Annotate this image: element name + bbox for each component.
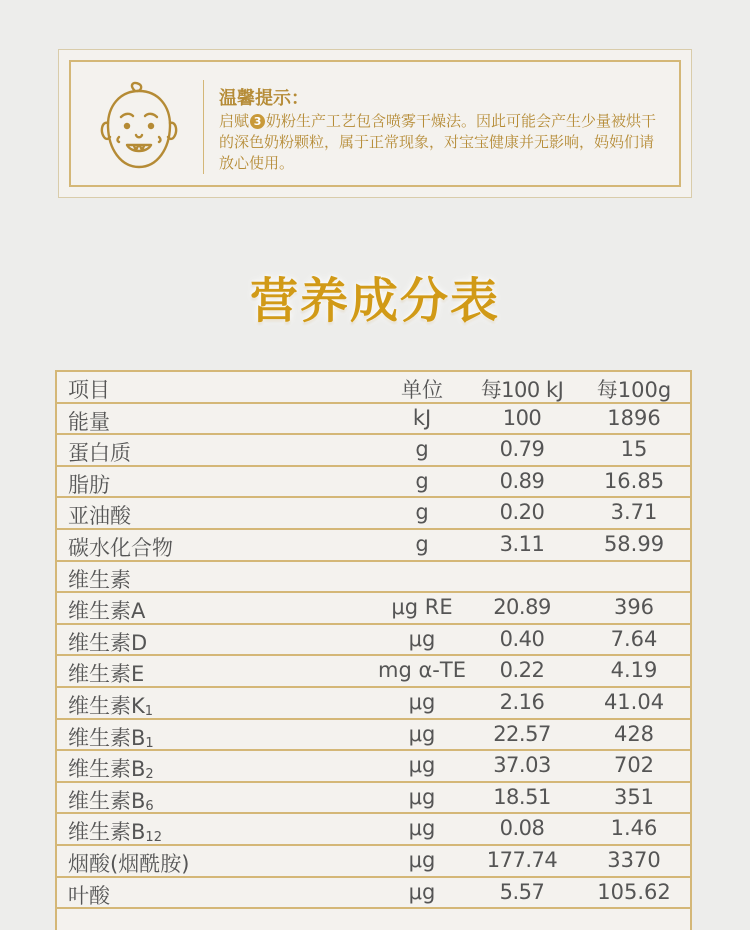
tip-title: 温馨提示： [219,88,309,109]
per-100kj-cell: 20.89 [493,595,551,620]
nutrient-name [68,690,153,720]
header-item: 项目 [68,378,110,402]
per-100g-cell: 1896 [607,405,661,430]
stage-badge: 3 [250,114,265,129]
nutrient-name [68,532,173,562]
unit-cell: kJ [412,405,432,430]
tip-body [219,111,659,174]
per-100kj-cell: 100 [502,405,542,430]
per-100g-cell: 396 [613,595,655,620]
table-row [57,720,690,752]
header-per-100kj: 每100 kJ [480,378,564,402]
unit-cell: μg [408,784,436,809]
nutrition-table [55,370,692,930]
per-100g-cell: 58.99 [603,532,665,556]
section-title: 营养成分表 [249,273,500,329]
header-per-100g: 每100g [596,378,672,402]
nutrient-label: 脂肪 [68,472,110,497]
tip-body-start: 启赋 [219,112,250,130]
table-row [57,783,690,815]
nutrient-subscript: 1 [145,735,154,751]
nutrient-subscript: 12 [145,830,162,846]
per-100kj-cell: 0.40 [499,626,545,651]
nutrient-name [68,880,110,910]
nutrient-label: 维生素D [68,630,148,655]
nutrient-subscript: 6 [145,798,154,814]
per-100g-cell: 15 [620,437,648,462]
unit-cell: μg [408,816,436,841]
nutrient-subscript: 1 [144,704,154,719]
nutrient-label: 烟酸(烟酰胺) [68,852,190,876]
table-row [57,656,690,688]
nutrient-name [68,469,110,499]
nutrient-name [68,406,110,436]
per-100kj-cell: 2.16 [499,690,545,714]
nutrient-name [68,658,144,688]
nutrient-name [68,595,145,625]
unit-cell: g [415,468,429,493]
nutrient-label: 碳水化合物 [68,536,173,560]
tip-body-rest: 奶粉生产工艺包含喷雾干燥法。因此可能会产生少量被烘干的深色奶粉颗粒，属于正常现象，对宝宝健康并无影响，妈妈们请放心使用。 [219,112,657,172]
per-100g-cell: 7.64 [610,626,658,651]
per-100kj-cell: 37.03 [493,753,551,778]
per-100g-cell: 428 [613,721,655,746]
table-row [57,625,690,657]
nutrient-name [68,848,189,878]
per-100g-cell: 16.85 [603,468,665,493]
nutrient-label: 维生素 [68,567,131,592]
per-100kj-cell: 18.51 [493,784,551,809]
per-100kj-cell: 0.20 [499,500,545,525]
unit-cell: μg [408,690,436,714]
per-100kj-cell: 5.57 [499,879,545,904]
unit-cell: μg [408,753,436,778]
table-row [57,530,690,562]
table-row [57,404,690,436]
per-100kj-cell: 0.79 [499,437,545,462]
unit-cell: μg RE [391,595,453,620]
table-row [57,498,690,530]
per-100g-cell: 702 [613,753,655,778]
nutrient-label: 亚油酸 [68,504,131,529]
baby-face-icon [99,79,179,175]
per-100g-cell: 351 [613,784,655,809]
unit-cell: g [415,532,429,556]
per-100g-cell: 3370 [607,848,661,872]
nutrient-name [68,437,131,467]
table-row [57,814,690,846]
nutrient-label: 维生素B [68,820,146,845]
warm-tip-frame [69,60,681,187]
header-unit: 单位 [401,378,443,402]
per-100g-cell: 3.71 [610,500,658,525]
unit-cell: μg [408,721,436,746]
per-100g-cell: 4.19 [610,658,658,683]
unit-cell: mg α-TE [378,658,466,683]
table-row [57,846,690,878]
warm-tip-box [58,49,692,198]
unit-cell: g [415,500,429,525]
unit-cell: μg [408,626,436,651]
per-100kj-cell: 0.89 [499,468,545,493]
per-100kj-cell: 177.74 [486,848,558,872]
nutrient-subscript: 2 [145,767,154,783]
table-row [57,751,690,783]
table-row [57,435,690,467]
nutrient-name [68,785,154,815]
unit-cell: μg [408,848,436,872]
nutrient-name [68,500,131,530]
table-header-row [57,372,690,404]
nutrient-label: 维生素B [68,788,146,813]
per-100kj-cell: 0.22 [499,658,545,683]
nutrient-label: 蛋白质 [68,441,131,466]
table-row [57,562,690,594]
table-row [57,878,690,910]
nutrient-label: 维生素E [68,662,145,687]
nutrient-label: 维生素K [68,694,145,718]
nutrient-label: 维生素B [68,725,146,750]
per-100g-cell: 41.04 [603,690,665,714]
unit-cell: μg [408,879,436,904]
nutrient-label: 维生素B [68,757,146,782]
nutrient-name [68,753,154,783]
per-100kj-cell: 22.57 [493,721,551,746]
table-row [57,688,690,720]
table-row [57,467,690,499]
nutrient-name [68,816,162,846]
nutrient-label: 能量 [68,409,110,434]
per-100kj-cell: 0.08 [499,816,545,841]
per-100g-cell: 1.46 [610,816,658,841]
unit-cell: g [415,437,429,462]
nutrient-name [68,564,131,594]
nutrient-name [68,627,147,657]
nutrient-label: 叶酸 [68,883,110,908]
per-100kj-cell: 3.11 [499,532,545,556]
nutrient-name [68,722,154,752]
table-row [57,593,690,625]
per-100g-cell: 105.62 [597,879,671,904]
nutrient-label: 维生素A [68,599,146,624]
divider [203,80,204,174]
